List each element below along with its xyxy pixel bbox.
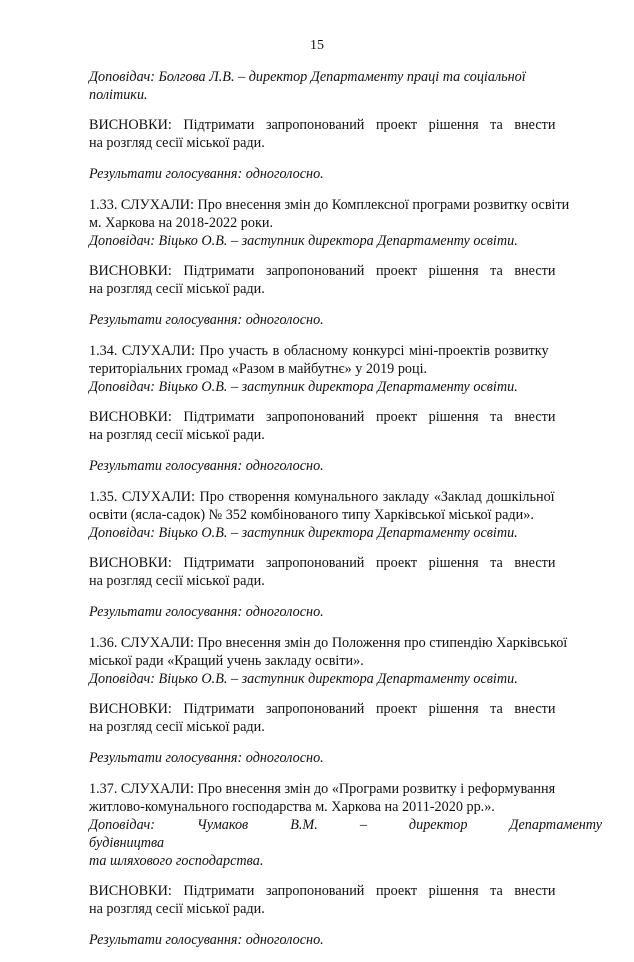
- page-number: 15: [310, 38, 324, 53]
- conclusion-paragraph: [89, 700, 602, 736]
- item-1-36: [89, 634, 602, 767]
- conclusion-line-2: на розгляд сесії міської ради.: [89, 135, 265, 151]
- heard-paragraph: [89, 488, 602, 524]
- conclusion-paragraph: [89, 408, 602, 444]
- voting-result: Результати голосування: одноголосно.: [89, 312, 324, 328]
- conclusion-line-2: на розгляд сесії міської ради.: [89, 719, 265, 735]
- conclusion-line-2: на розгляд сесії міської ради.: [89, 281, 265, 297]
- conclusion-line-1: ВИСНОВКИ: Підтримати запропонований проект рішення та внести: [89, 263, 556, 279]
- conclusion-line-2: на розгляд сесії міської ради.: [89, 901, 265, 917]
- document-content: [89, 68, 602, 962]
- heard-line-1: 1.33. СЛУХАЛИ: Про внесення змін до Комплексної програми розвитку освіти: [89, 197, 570, 213]
- speaker-line-1: Доповідач: Чумаков В.М. – директор Департаменту будівництва: [89, 817, 602, 851]
- heard-paragraph: [89, 780, 602, 816]
- item-1-34: [89, 342, 602, 475]
- heard-line-2: освіти (ясла-садок) № 352 комбінованого типу Харківської міської ради».: [89, 507, 534, 523]
- conclusion-paragraph: [89, 116, 602, 152]
- speaker-line-2: та шляхового господарства.: [89, 853, 264, 869]
- heard-line-1: 1.34. СЛУХАЛИ: Про участь в обласному конкурсі міні-проектів розвитку: [89, 343, 549, 359]
- heard-line-2: житлово-комунального господарства м. Харкова на 2011-2020 рр.».: [89, 799, 495, 815]
- conclusion-line-2: на розгляд сесії міської ради.: [89, 573, 265, 589]
- conclusion-line-1: ВИСНОВКИ: Підтримати запропонований проект рішення та внести: [89, 555, 556, 571]
- heard-line-1: 1.36. СЛУХАЛИ: Про внесення змін до Положення про стипендію Харківської: [89, 635, 568, 651]
- heard-line-1: 1.37. СЛУХАЛИ: Про внесення змін до «Програми розвитку і реформування: [89, 781, 556, 797]
- speaker-line: [89, 816, 602, 870]
- intro-section: [89, 68, 602, 183]
- voting-result: Результати голосування: одноголосно.: [89, 750, 324, 766]
- conclusion-line-1: ВИСНОВКИ: Підтримати запропонований проект рішення та внести: [89, 701, 556, 717]
- heard-line-1: 1.35. СЛУХАЛИ: Про створення комунального закладу «Заклад дошкільної: [89, 489, 555, 505]
- heard-paragraph: [89, 196, 602, 232]
- speaker-line: Доповідач: Віцько О.В. – заступник директора Департаменту освіти.: [89, 379, 518, 395]
- conclusion-line-1: ВИСНОВКИ: Підтримати запропонований проект рішення та внести: [89, 117, 556, 133]
- heard-paragraph: [89, 342, 602, 378]
- speaker-line-2: політики.: [89, 87, 148, 103]
- conclusion-line-1: ВИСНОВКИ: Підтримати запропонований проект рішення та внести: [89, 409, 556, 425]
- heard-paragraph: [89, 634, 602, 670]
- heard-line-2: міської ради «Кращий учень закладу освіти».: [89, 653, 364, 669]
- speaker-line: [89, 68, 602, 104]
- voting-result: Результати голосування: одноголосно.: [89, 166, 324, 182]
- speaker-line: Доповідач: Віцько О.В. – заступник директора Департаменту освіти.: [89, 671, 518, 687]
- voting-result: Результати голосування: одноголосно.: [89, 458, 324, 474]
- voting-result: Результати голосування: одноголосно.: [89, 604, 324, 620]
- conclusion-paragraph: [89, 262, 602, 298]
- heard-line-2: м. Харкова на 2018-2022 роки.: [89, 215, 274, 231]
- item-1-37: [89, 780, 602, 949]
- item-1-35: [89, 488, 602, 621]
- item-1-33: [89, 196, 602, 329]
- voting-result: Результати голосування: одноголосно.: [89, 932, 324, 948]
- speaker-line: Доповідач: Віцько О.В. – заступник директора Департаменту освіти.: [89, 525, 518, 541]
- heard-line-2: територіальних громад «Разом в майбутнє» у 2019 році.: [89, 361, 428, 377]
- conclusion-line-2: на розгляд сесії міської ради.: [89, 427, 265, 443]
- speaker-line: Доповідач: Віцько О.В. – заступник директора Департаменту освіти.: [89, 233, 518, 249]
- speaker-line-1: Доповідач: Болгова Л.В. – директор Департаменту праці та соціальної: [89, 69, 526, 85]
- conclusion-line-1: ВИСНОВКИ: Підтримати запропонований проект рішення та внести: [89, 883, 556, 899]
- conclusion-paragraph: [89, 882, 602, 918]
- conclusion-paragraph: [89, 554, 602, 590]
